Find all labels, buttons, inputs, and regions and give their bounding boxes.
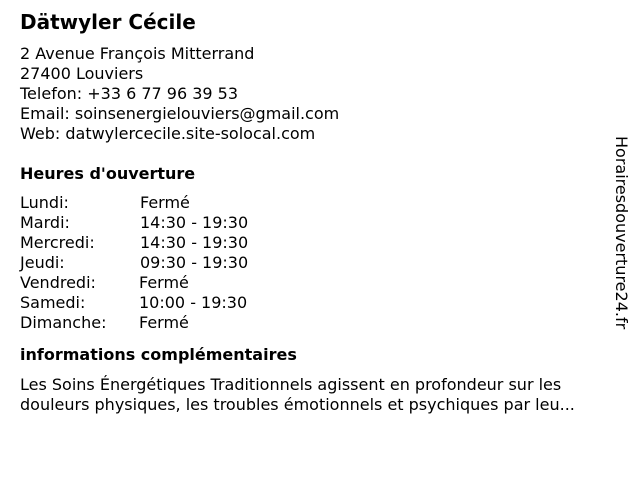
hours-day: Dimanche: (20, 313, 107, 332)
hours-row-dimanche (20, 313, 620, 333)
hours-row-mardi (20, 213, 620, 233)
hours-time: Fermé (139, 273, 189, 292)
hours-time: 10:00 - 19:30 (139, 293, 248, 312)
hours-row-lundi (20, 193, 620, 213)
hours-row-jeudi (20, 253, 620, 273)
business-card (20, 9, 620, 415)
hours-day: Jeudi: (20, 253, 65, 272)
hours-day: Vendredi: (20, 273, 96, 292)
hours-heading: Heures d'ouverture (20, 164, 196, 183)
hours-time: Fermé (139, 313, 189, 332)
site-watermark: Horairesdouverture24.fr (612, 136, 631, 330)
address-line-2: 27400 Louviers (20, 64, 144, 83)
web-line: Web: datwylercecile.site-solocal.com (20, 124, 316, 143)
email-line: Email: soinsenergielouviers@gmail.com (20, 104, 340, 123)
hours-time: 14:30 - 19:30 (140, 213, 249, 232)
hours-row-vendredi (20, 273, 620, 293)
info-description: Les Soins Énergétiques Traditionnels agissent en profondeur sur les douleurs physiques, les troubles émotionnels et psychiques par leu... (20, 375, 575, 414)
address-line-1: 2 Avenue François Mitterrand (20, 44, 255, 63)
hours-time: 09:30 - 19:30 (140, 253, 249, 272)
phone-line: Telefon: +33 6 77 96 39 53 (20, 84, 239, 103)
hours-row-mercredi (20, 233, 620, 253)
info-heading: informations complémentaires (20, 345, 297, 364)
hours-row-samedi (20, 293, 620, 313)
hours-time: Fermé (140, 193, 190, 212)
hours-day: Lundi: (20, 193, 69, 212)
hours-time: 14:30 - 19:30 (140, 233, 249, 252)
business-name: Dätwyler Cécile (20, 10, 196, 34)
hours-day: Mercredi: (20, 233, 95, 252)
hours-day: Samedi: (20, 293, 86, 312)
hours-table (20, 193, 620, 333)
hours-day: Mardi: (20, 213, 70, 232)
